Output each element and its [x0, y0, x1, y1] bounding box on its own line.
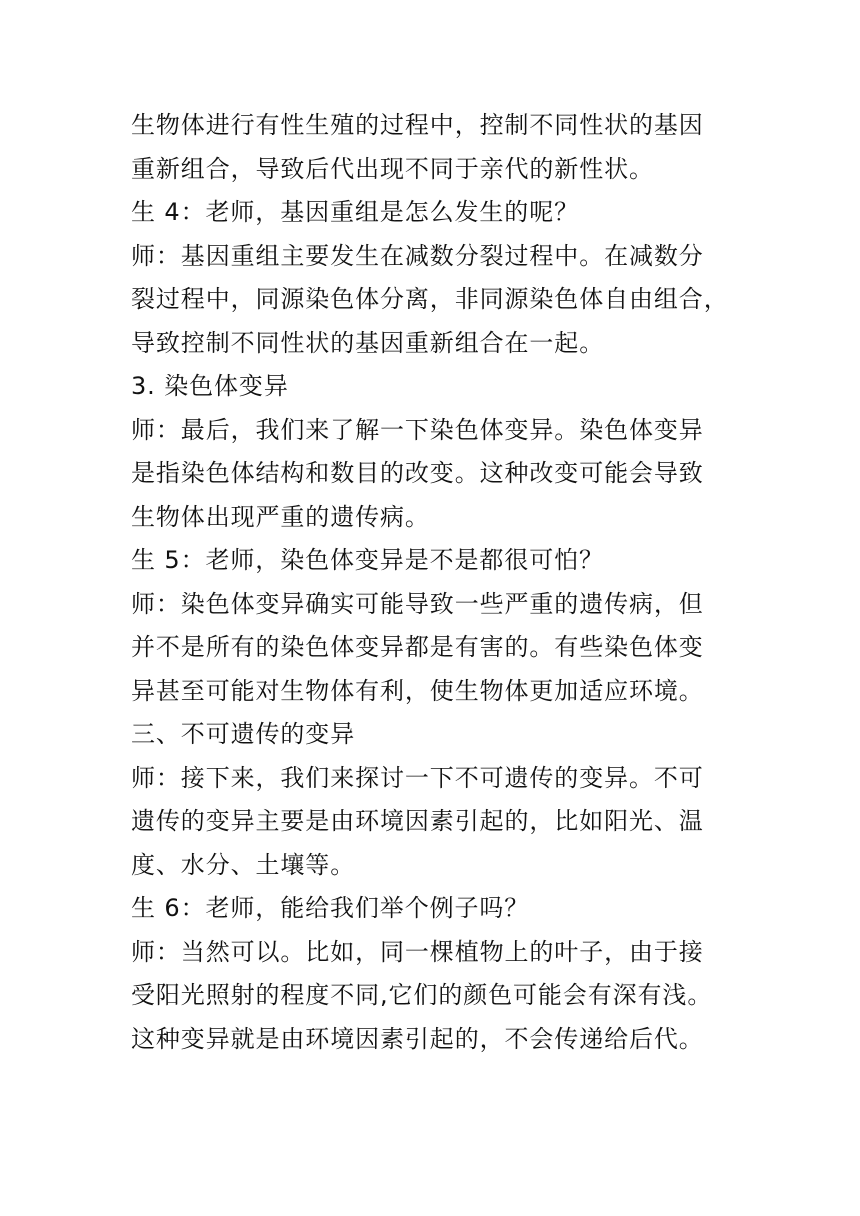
document-body [131, 104, 731, 1061]
text-line: 遗传的变异主要是由环境因素引起的，比如阳光、温 [131, 807, 704, 835]
text-line: 裂过程中，同源染色体分离，非同源染色体自由组合， [131, 285, 729, 313]
text-line: 生物体出现严重的遗传病。 [131, 502, 430, 531]
text-line: 生物体进行有性生殖的过程中，控制不同性状的基因 [131, 111, 704, 139]
text-line: 重新组合，导致后代出现不同于亲代的新性状。 [131, 154, 654, 183]
dialogue-line-teacher: 师：染色体变异确实可能导致一些严重的遗传病，但 [131, 589, 704, 618]
dialogue-line-teacher: 师：当然可以。比如，同一棵植物上的叶子，由于接 [131, 937, 704, 966]
text-line: 度、水分、土壤等。 [131, 850, 356, 879]
dialogue-line-student: 生 4：老师，基因重组是怎么发生的呢？ [131, 198, 579, 226]
dialogue-line-teacher: 师：基因重组主要发生在减数分裂过程中。在减数分 [131, 241, 704, 270]
text-line: 这种变异就是由环境因素引起的，不会传递给后代。 [131, 1024, 704, 1053]
text-line: 受阳光照射的程度不同,它们的颜色可能会有深有浅。 [131, 981, 713, 1009]
section-heading: 3. 染色体变异 [131, 372, 289, 400]
dialogue-line-teacher: 师：最后，我们来了解一下染色体变异。染色体变异 [131, 415, 704, 444]
dialogue-line-student: 生 6：老师，能给我们举个例子吗？ [131, 894, 530, 922]
section-heading: 三、不可遗传的变异 [131, 720, 356, 748]
text-line: 异甚至可能对生物体有利，使生物体更加适应环境。 [131, 676, 704, 705]
text-line: 是指染色体结构和数目的改变。这种改变可能会导致 [131, 459, 704, 487]
text-line: 导致控制不同性状的基因重新组合在一起。 [131, 328, 605, 357]
dialogue-line-teacher: 师：接下来，我们来探讨一下不可遗传的变异。不可 [131, 763, 704, 792]
dialogue-line-student: 生 5：老师，染色体变异是不是都很可怕？ [131, 546, 604, 574]
text-line: 并不是所有的染色体变异都是有害的。有些染色体变 [131, 633, 704, 661]
